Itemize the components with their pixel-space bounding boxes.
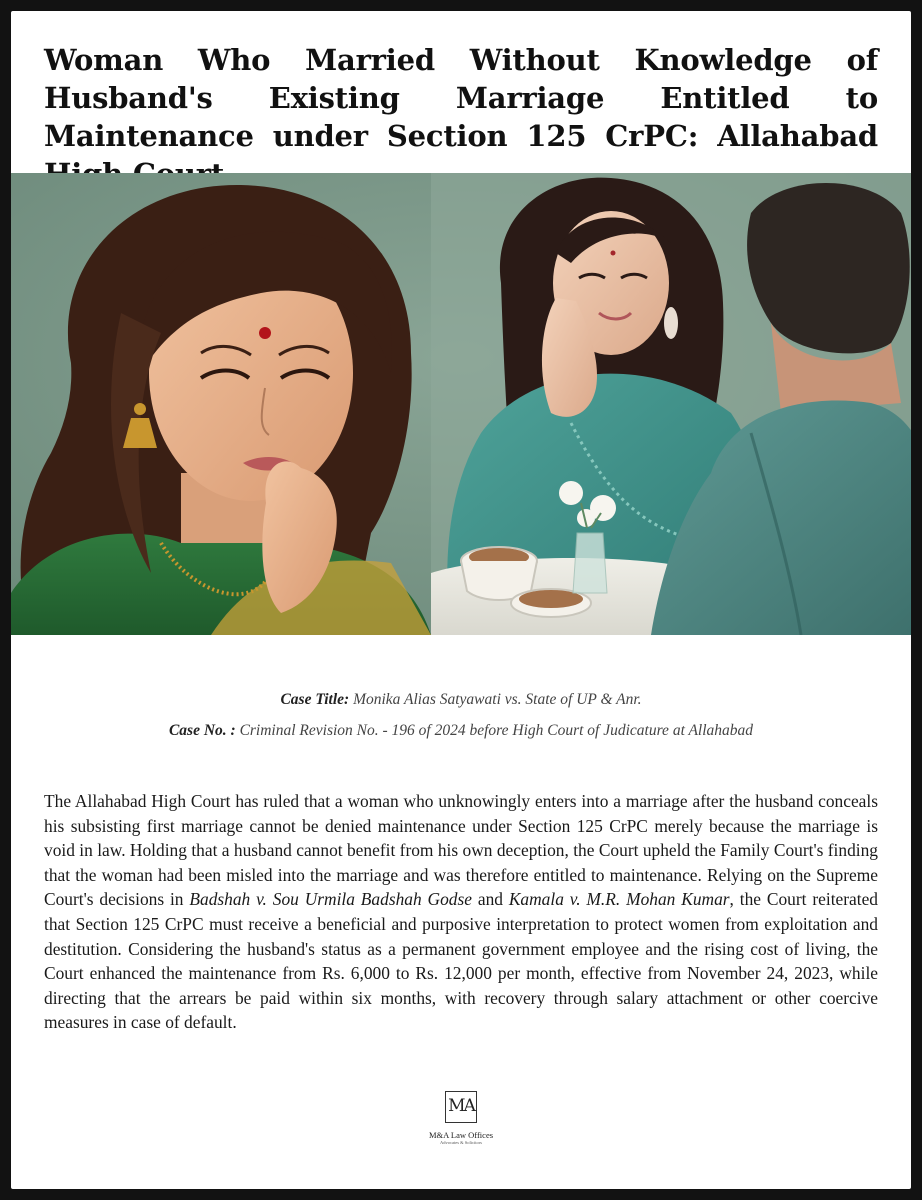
illustration-svg xyxy=(11,173,911,635)
firm-tagline: Advocates & Solicitors xyxy=(440,1140,482,1145)
case-title-line xyxy=(11,689,911,711)
cafe-couple-scene xyxy=(431,173,911,635)
logo-monogram: MA xyxy=(448,1096,474,1116)
case-number-value: Criminal Revision No. - 196 of 2024 before High Court of Judicature at Allahabad xyxy=(239,722,754,739)
logo-mark xyxy=(445,1091,477,1123)
firm-logo xyxy=(11,1091,911,1146)
case-details xyxy=(11,689,911,751)
cited-case-kamala: Kamala v. M.R. Mohan Kumar xyxy=(508,889,730,910)
case-title-label: Case Title: xyxy=(280,691,350,708)
body-part-2: , the Court reiterated that Section 125 CrPC must receive a beneficial and purposive interpretation to protect women from exploitation and destitution. Considering the husband's status as a permanent government employee and the rising cost of living, the Court enhanced the maintenance from Rs. 6,000 to Rs. 12,000 per month, effective from November 24, 2023, while directing that the arrears be paid within six months, with recovery through salary attachment or other coercive measures in case of default. xyxy=(44,889,878,1033)
hero-illustration xyxy=(11,173,911,635)
cited-case-badshah: Badshah v. Sou Urmila Badshah Godse xyxy=(189,889,472,910)
body-part-1: The Allahabad High Court has ruled that a woman who unknowingly enters into a marriage after the husband conceals his subsisting first marriage cannot be denied maintenance under Section 125 CrPC merely because the marriage is void in law. Holding that a husband cannot benefit from his own deception, the Court upheld the Family Court's finding that the woman had been misled into the marriage and was therefore entitled to maintenance. Relying on the Supreme Court's decisions in xyxy=(44,791,878,910)
body-and: and xyxy=(471,889,509,910)
case-number-label: Case No. : xyxy=(168,722,236,739)
article-body xyxy=(44,789,878,1035)
page-frame xyxy=(11,11,911,1189)
case-number-line xyxy=(11,720,911,742)
article-headline: Woman Who Married Without Knowledge of Husband's Existing Marriage Entitled to Maintenance under Section 125 CrPC: Allahabad xyxy=(44,43,878,153)
case-title-value: Monika Alias Satyawati vs. State of UP & Anr. xyxy=(353,691,642,708)
firm-name: M&A Law Offices xyxy=(428,1130,494,1140)
